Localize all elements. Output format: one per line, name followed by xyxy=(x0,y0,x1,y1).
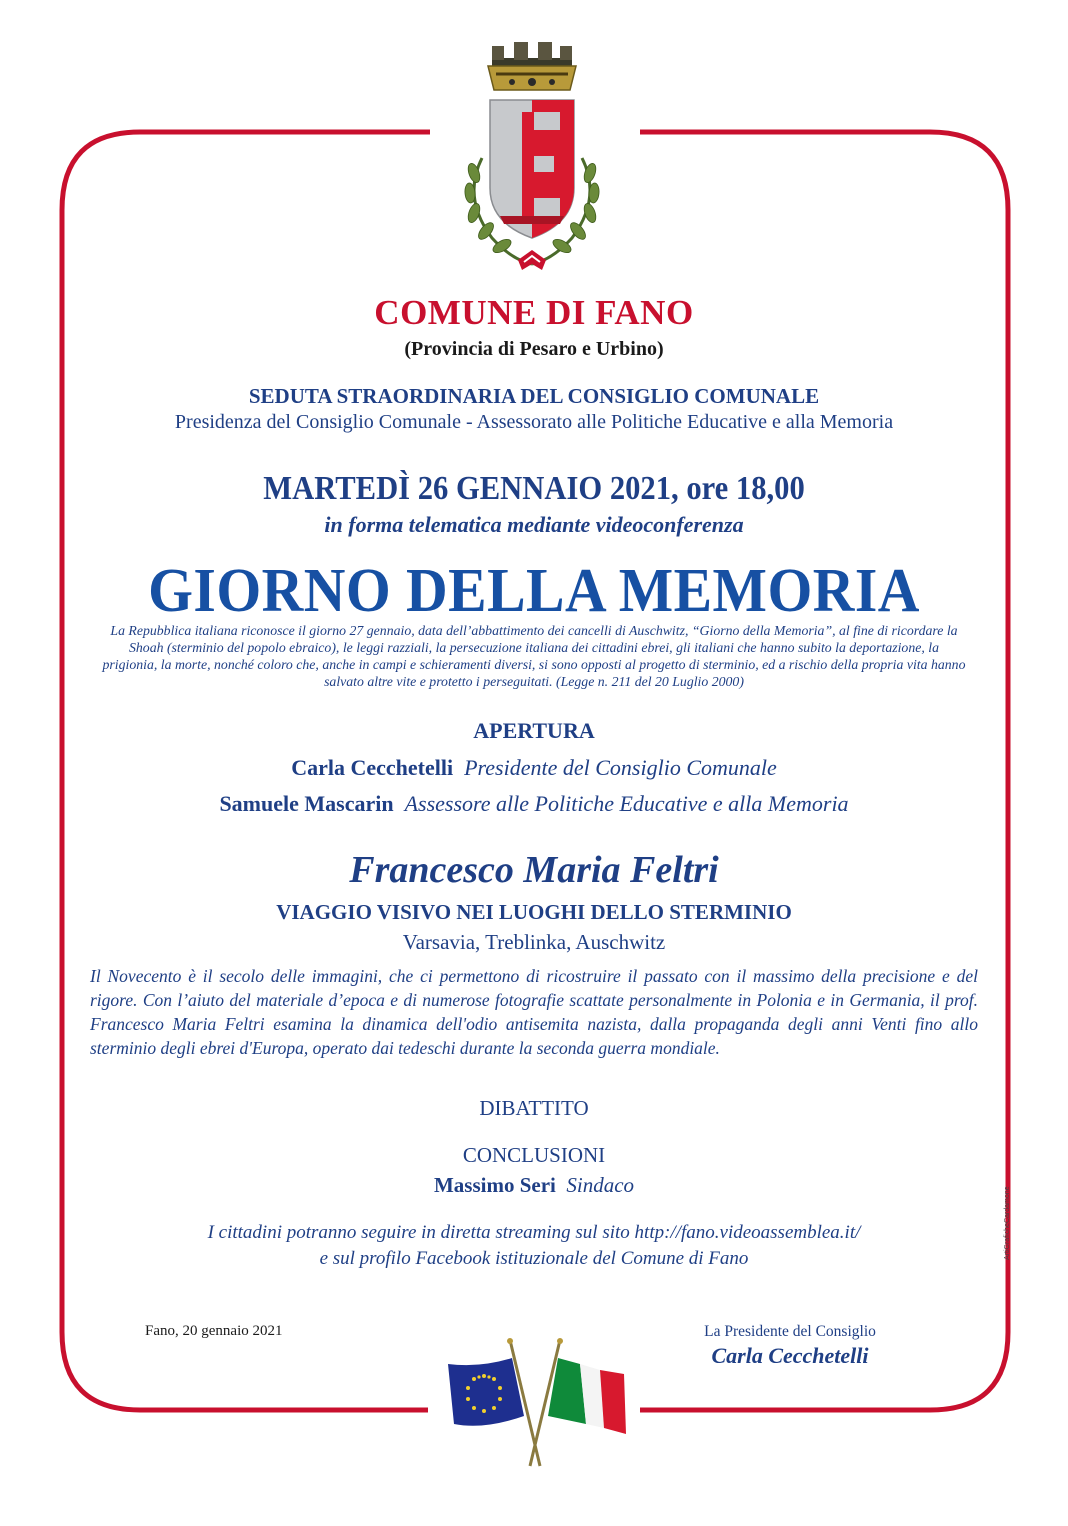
opening-label: APERTURA xyxy=(473,718,595,743)
keynote-description: Il Novecento è il secolo delle immagini, che ci permettono di ricostruire il passato con il massimo della precisione e del rigore. Con l’aiuto del materiale d’epoca e di numerose fotografie scattate personalmente in Polonia e in Germania, il prof. Francesco Maria Feltri esamina la dinamica dell'odio antisemita nazista, dalla propaganda degli anni Venti fino allo sterminio degli ebrei d'Europa, operato dai tedeschi durante la seconda guerra mondiale. xyxy=(90,966,978,1058)
keynote-title: VIAGGIO VISIVO NEI LUOGHI DELLO STERMINIO xyxy=(276,900,792,924)
printer-credit: ArtiGraficheCardamone xyxy=(1004,1186,1011,1260)
streaming-line: e sul profilo Facebook istituzionale del Comune di Fano xyxy=(319,1248,749,1269)
signer-role: La Presidente del Consiglio xyxy=(704,1323,876,1340)
province-subtitle: (Provincia di Pesaro e Urbino) xyxy=(404,338,664,360)
fano-coat-of-arms-icon xyxy=(452,38,612,273)
keynote-places: Varsavia, Treblinka, Auschwitz xyxy=(402,930,666,954)
streaming-line: I cittadini potranno seguire in diretta streaming sul sito http://fano.videoassemblea.it/ xyxy=(207,1222,861,1243)
eu-italy-crossed-flags-icon xyxy=(440,1338,630,1468)
speaker-role: Presidente del Consiglio Comunale xyxy=(464,755,777,780)
speaker-name: Samuele Mascarin xyxy=(219,791,394,816)
keynote-speaker: Francesco Maria Feltri xyxy=(349,849,719,891)
eu-flag-icon xyxy=(448,1358,524,1426)
place-date: Fano, 20 gennaio 2021 xyxy=(145,1323,283,1339)
speaker-name: Carla Cecchetelli xyxy=(291,755,454,780)
speaker-role: Sindaco xyxy=(566,1173,635,1197)
opening-speaker xyxy=(0,791,1068,817)
event-main-title: GIORNO DELLA MEMORIA xyxy=(148,557,920,625)
conclusions-speaker xyxy=(0,1173,1068,1198)
streaming-info xyxy=(0,1220,1068,1272)
signer-name: Carla Cecchetelli xyxy=(711,1343,869,1368)
municipality-title: COMUNE DI FANO xyxy=(374,293,694,332)
speaker-role: Assessore alle Politiche Educative e alla Memoria xyxy=(404,791,849,816)
law-description: La Repubblica italiana riconosce il giorno 27 gennaio, data dell’abbattimento dei cancelli di Auschwitz, “Giorno della Memoria”, al fine di ricordare la Shoah (sterminio del popolo ebraico), le leggi razziali, la persecuzione italiana dei cittadini ebrei, gli italiani che hanno subito la deportazione, la prigionia, la morte, nonché coloro che, anche in campi e schieramenti diversi, si sono opposti al progetto di sterminio, ed a rischio della propria vita hanno salvato altre vite e protetto i perseguitati. (Legge n. 211 del 20 Luglio 2000) xyxy=(102,623,966,689)
session-title: SEDUTA STRAORDINARIA DEL CONSIGLIO COMUNALE xyxy=(248,384,820,408)
conclusions-label: CONCLUSIONI xyxy=(462,1143,606,1167)
crown-icon xyxy=(488,42,576,90)
event-date: MARTEDÌ 26 GENNAIO 2021, ore 18,00 xyxy=(263,470,805,507)
italy-flag-icon xyxy=(548,1358,626,1434)
speaker-name: Massimo Seri xyxy=(433,1173,556,1197)
opening-speaker xyxy=(0,755,1068,781)
organizers-line: Presidenza del Consiglio Comunale - Assessorato alle Politiche Educative e alla Memoria xyxy=(174,411,894,433)
event-mode: in forma telematica mediante videoconferenza xyxy=(324,512,744,537)
debate-label: DIBATTITO xyxy=(479,1096,589,1120)
